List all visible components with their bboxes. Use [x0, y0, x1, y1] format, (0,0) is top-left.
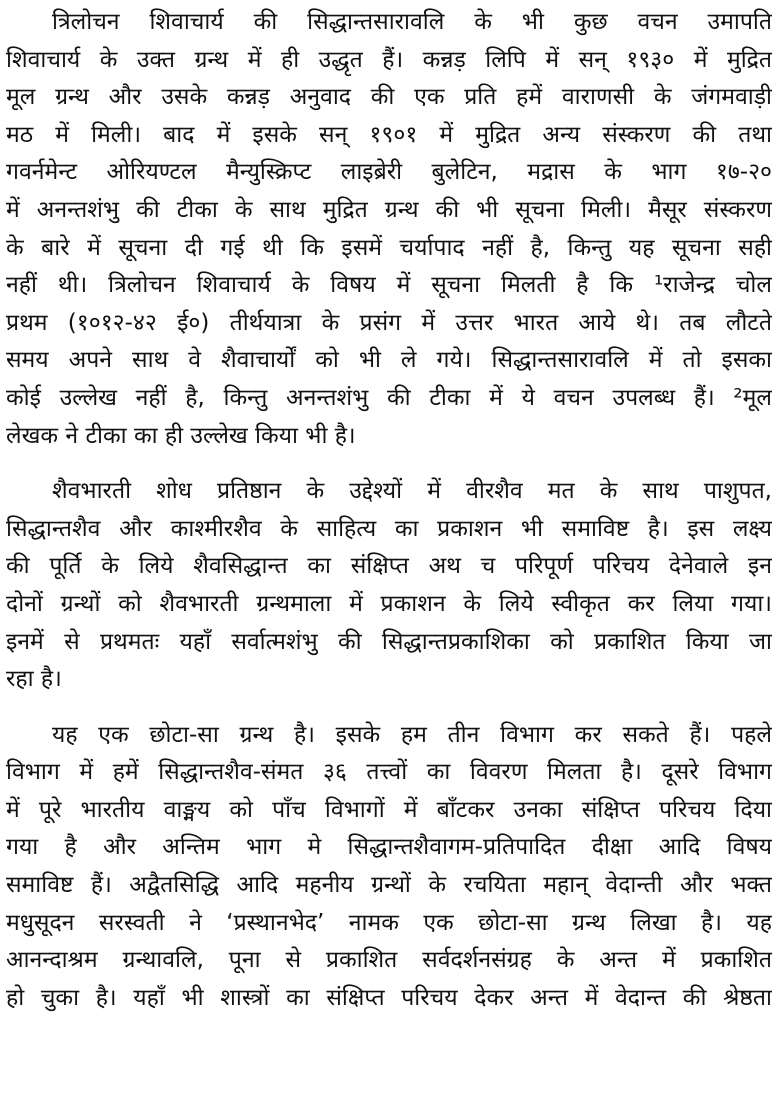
text-line: दोनों ग्रन्थों को शैवभारती ग्रन्थमाला में प्रकाशन के लिये स्वीकृत कर लिया गया।: [6, 590, 772, 617]
text-line: समाविष्ट हैं। अद्वैतसिद्धि आदि महनीय ग्रन्थों के रचयिता महान् वेदान्ती और भक्त: [6, 872, 772, 899]
text-line: लेखक ने टीका का ही उल्लेख किया भी है।: [6, 422, 356, 449]
text-line: की पूर्ति के लिये शैवसिद्धान्त का संक्षिप्त अथ च परिपूर्ण परिचय देनेवाले इन: [6, 553, 772, 580]
text-line: समय अपने साथ वे शैवाचार्यों को भी ले गये। सिद्धान्तसारावलि में तो इसका: [6, 347, 772, 374]
text-line: में पूरे भारतीय वाङ्मय को पाँच विभागों में बाँटकर उनका संक्षिप्त परिचय दिया: [6, 796, 772, 823]
text-line: में अनन्तशंभु की टीका के साथ मुद्रित ग्रन्थ की भी सूचना मिली। मैसूर संस्करण: [6, 196, 772, 223]
text-line: त्रिलोचन शिवाचार्य की सिद्धान्तसारावलि के भी कुछ वचन उमापति: [6, 9, 772, 35]
paragraph-2: [6, 473, 772, 699]
text-line: शिवाचार्य के उक्त ग्रन्थ में ही उद्धृत हैं। कन्नड़ लिपि में सन् १९३० में मुद्रित: [6, 46, 772, 73]
text-line: रहा है।: [6, 666, 62, 693]
text-line: सिद्धान्तशैव और काश्मीरशैव के साहित्य का प्रकाशन भी समाविष्ट है। इस लक्ष्य: [6, 515, 772, 542]
text-line: प्रथम (१०१२-४२ ई०) तीर्थयात्रा के प्रसंग में उत्तर भारत आये थे। तब लौटते: [6, 309, 772, 336]
text-line: के बारे में सूचना दी गई थी कि इसमें चर्यापाद नहीं है, किन्तु यह सूचना सही: [6, 234, 772, 261]
text-line: हो चुका है। यहाँ भी शास्त्रों का संक्षिप्त परिचय देकर अन्त में वेदान्त की श्रेष्ठता: [6, 984, 772, 1011]
text-line: गवर्नमेन्ट ओरियण्टल मैन्युस्क्रिप्ट लाइब्रेरी बुलेटिन, मद्रास के भाग १७-२०: [6, 159, 772, 186]
text-line: शैवभारती शोध प्रतिष्ठान के उद्देश्यों में वीरशैव मत के साथ पाशुपत,: [6, 478, 772, 505]
paragraph-1: [6, 4, 772, 455]
text-line: मधुसूदन सरस्वती ने ‘प्रस्थानभेद’ नामक एक छोटा-सा ग्रन्थ लिखा है। यह: [6, 909, 772, 936]
text-line: यह एक छोटा-सा ग्रन्थ है। इसके हम तीन विभाग कर सकते हैं। पहले: [6, 721, 772, 748]
text-line: विभाग में हमें सिद्धान्तशैव-संमत ३६ तत्त्वों का विवरण मिलता है। दूसरे विभाग: [6, 759, 772, 786]
text-line: कोई उल्लेख नहीं है, किन्तु अनन्तशंभु की टीका में ये वचन उपलब्ध हैं। ²मूल: [6, 384, 772, 411]
text-line: नहीं थी। त्रिलोचन शिवाचार्य के विषय में सूचना मिलती है कि ¹राजेन्द्र चोल: [6, 272, 772, 299]
text-line: आनन्दाश्रम ग्रन्थावलि, पूना से प्रकाशित सर्वदर्शनसंग्रह के अन्त में प्रकाशित: [6, 947, 772, 974]
text-line: मूल ग्रन्थ और उसके कन्नड़ अनुवाद की एक प्रति हमें वाराणसी के जंगमवाड़ी: [6, 84, 772, 111]
text-line: इनमें से प्रथमतः यहाँ सर्वात्मशंभु की सिद्धान्तप्रकाशिका को प्रकाशित किया जा: [6, 628, 772, 655]
text-line: मठ में मिली। बाद में इसके सन् १९०१ में मुद्रित अन्य संस्करण की तथा: [6, 121, 772, 148]
paragraph-3: [6, 717, 772, 1018]
text-line: गया है और अन्तिम भाग मे सिद्धान्तशैवागम-प्रतिपादित दीक्षा आदि विषय: [6, 834, 772, 861]
